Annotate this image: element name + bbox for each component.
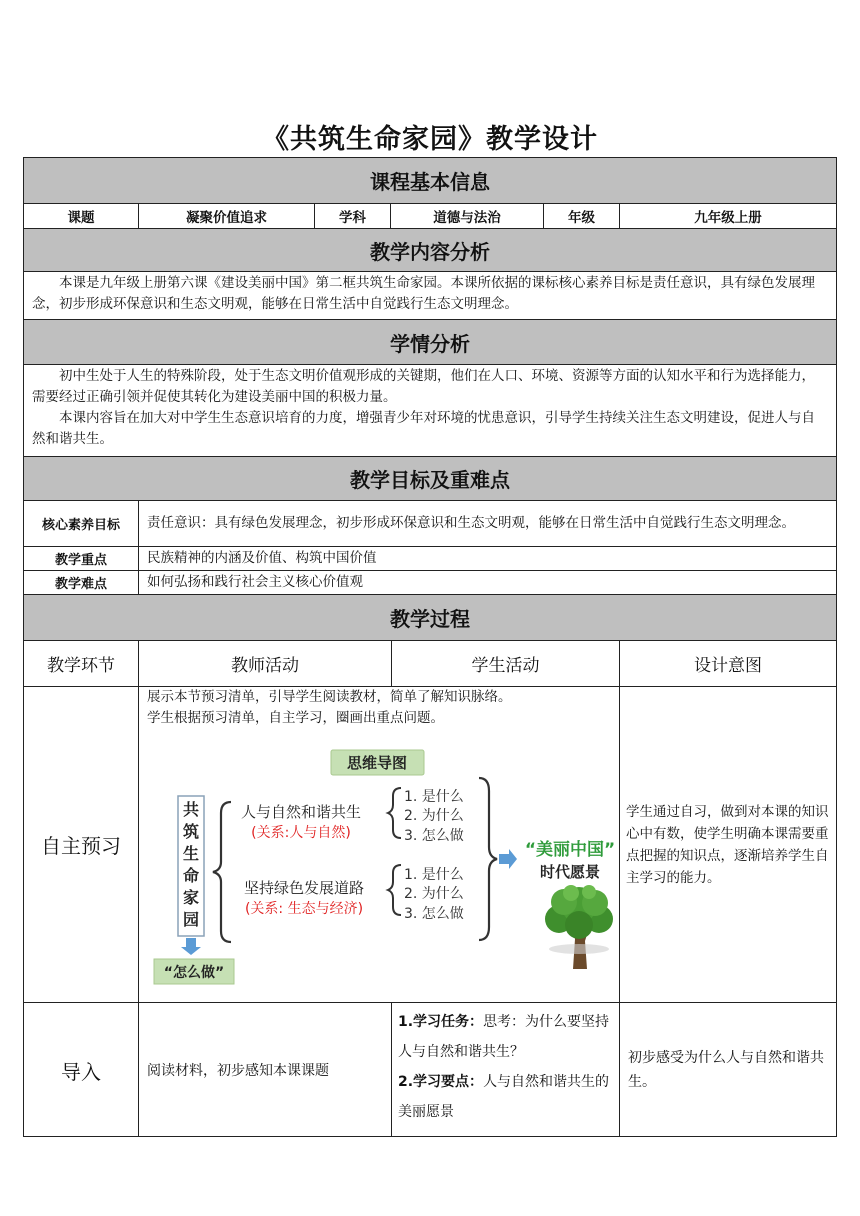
preview-activity (139, 687, 620, 1002)
content-analysis-paragraph: 本课是九年级上册第六课《建设美丽中国》第二框共筑生命家园。本课所依据的课标核心素养目标是责任意识，具有绿色发展理念，初步形成环保意识和生态文明观，能够在日常生活中自觉践行生态文明理念。 (32, 275, 815, 312)
branch1-title: 人与自然和谐共生 (240, 803, 362, 821)
student-analysis-paragraph-2: 本课内容旨在加大对中学生生态意识培育的力度，增强青少年对环境的忧患意识，引导学生持续关注生态文明建设，促进人与自然和谐共生。 (32, 410, 815, 447)
student-analysis-paragraph-1: 初中生处于人生的特殊阶段，处于生态文明价值观形成的关键期，他们在人口、环境、资源等方面的认知水平和行为选择能力，需要经过正确引领并促使其转化为建设美丽中国的积极力量。 (32, 368, 815, 405)
branch2-items (404, 867, 464, 922)
preview-row (24, 687, 836, 1003)
col-teacher: 教师活动 (139, 641, 392, 686)
mindmap-badge: 思维导图 (346, 754, 408, 772)
topic-label: 课题 (24, 204, 139, 228)
goal-row-core (24, 501, 836, 547)
intro-point-label: 2.学习要点： (398, 1074, 484, 1090)
goal-value-core: 责任意识：具有绿色发展理念，初步形成环保意识和生态文明观，能够在日常生活中自觉践行生态文明理念。 (147, 515, 795, 531)
subject-value: 道德与法治 (391, 204, 544, 228)
topic-value: 凝聚价值追求 (139, 204, 315, 228)
process-heading: 教学过程 (24, 595, 836, 641)
intro-student (392, 1003, 620, 1137)
branch2-title: 坚持绿色发展道路 (243, 879, 365, 897)
branch2-item-2: 2. 为什么 (404, 886, 464, 902)
col-intent: 设计意图 (694, 656, 762, 676)
down-arrow-icon (181, 938, 201, 955)
intro-task (398, 1007, 613, 1067)
grade-label: 年级 (544, 204, 620, 228)
intro-stage: 导入 (24, 1003, 139, 1137)
result-subtitle: 时代愿景 (539, 863, 601, 881)
process-header-row (24, 641, 836, 687)
branch1-item-2: 2. 为什么 (404, 808, 464, 824)
preview-line-1: 展示本节预习清单，引导学生阅读教材，简单了解知识脉络。 (147, 689, 512, 705)
content-analysis-text (24, 272, 836, 320)
goal-value-key: 民族精神的内涵及价值、构筑中国价值 (147, 550, 377, 566)
student-analysis-text (24, 365, 836, 457)
branch1-items (404, 789, 464, 844)
intro-row (24, 1003, 836, 1137)
tree-icon (545, 885, 613, 969)
mind-map (139, 687, 620, 1003)
goal-label-difficult: 教学难点 (24, 571, 139, 594)
intro-point (398, 1067, 613, 1127)
col-stage: 教学环节 (24, 641, 139, 686)
branch1-item-3: 3. 怎么做 (404, 828, 464, 844)
goal-row-difficult (24, 571, 836, 595)
right-brace-icon (479, 778, 497, 940)
grade-value: 九年级上册 (694, 210, 762, 226)
branch1-item-1: 1. 是什么 (404, 789, 464, 805)
vertical-char-1: 共 (182, 800, 200, 819)
branch1-relation: (关系:人与自然) (251, 825, 351, 841)
intro-point-text: 人与自然和谐共生的美丽愿景 (398, 1074, 610, 1120)
col-student: 学生活动 (392, 641, 620, 686)
lesson-table (23, 157, 837, 1137)
intro-teacher: 阅读材料，初步感知本课课题 (139, 1003, 392, 1137)
vertical-char-3: 生 (182, 844, 200, 863)
intro-task-label: 1.学习任务： (398, 1014, 484, 1030)
intro-task-text: 思考：为什么要坚持人与自然和谐共生？ (398, 1014, 610, 1060)
subject-label: 学科 (315, 204, 391, 228)
how-badge: “怎么做” (163, 965, 225, 981)
content-analysis-heading: 教学内容分析 (24, 229, 836, 272)
vertical-char-6: 园 (182, 910, 200, 929)
intro-intent: 初步感受为什么人与自然和谐共生。 (628, 1050, 824, 1090)
preview-stage: 自主预习 (24, 687, 139, 1002)
goal-value-difficult: 如何弘扬和践行社会主义核心价值观 (147, 574, 363, 590)
preview-line-2: 学生根据预习清单，自主学习，圈画出重点问题。 (147, 710, 444, 726)
vertical-char-4: 命 (182, 866, 200, 885)
vertical-char-5: 家 (182, 888, 200, 907)
basic-info-heading: 课程基本信息 (24, 158, 836, 204)
branch2-item-3: 3. 怎么做 (404, 906, 464, 922)
goal-label-core: 核心素养目标 (24, 501, 139, 546)
page-title: 《共筑生命家园》教学设计 (262, 124, 598, 155)
goals-heading: 教学目标及重难点 (24, 457, 836, 501)
goal-row-key (24, 547, 836, 571)
branch2-brace-icon (388, 865, 401, 915)
vertical-char-2: 筑 (182, 822, 200, 841)
branch1-brace-icon (388, 788, 401, 838)
right-arrow-icon (499, 849, 517, 869)
branch2-relation: (关系: 生态与经济) (244, 901, 364, 917)
goal-label-key: 教学重点 (24, 547, 139, 570)
branch2-item-1: 1. 是什么 (404, 867, 464, 883)
basic-info-row (24, 204, 836, 229)
result-title: “美丽中国” (524, 840, 616, 860)
preview-intent: 学生通过自习，做到对本课的知识心中有数，使学生明确本课需要重点把握的知识点，逐渐培养学生自主学习的能力。 (626, 803, 829, 886)
left-brace-icon (213, 802, 231, 942)
student-analysis-heading: 学情分析 (24, 320, 836, 365)
